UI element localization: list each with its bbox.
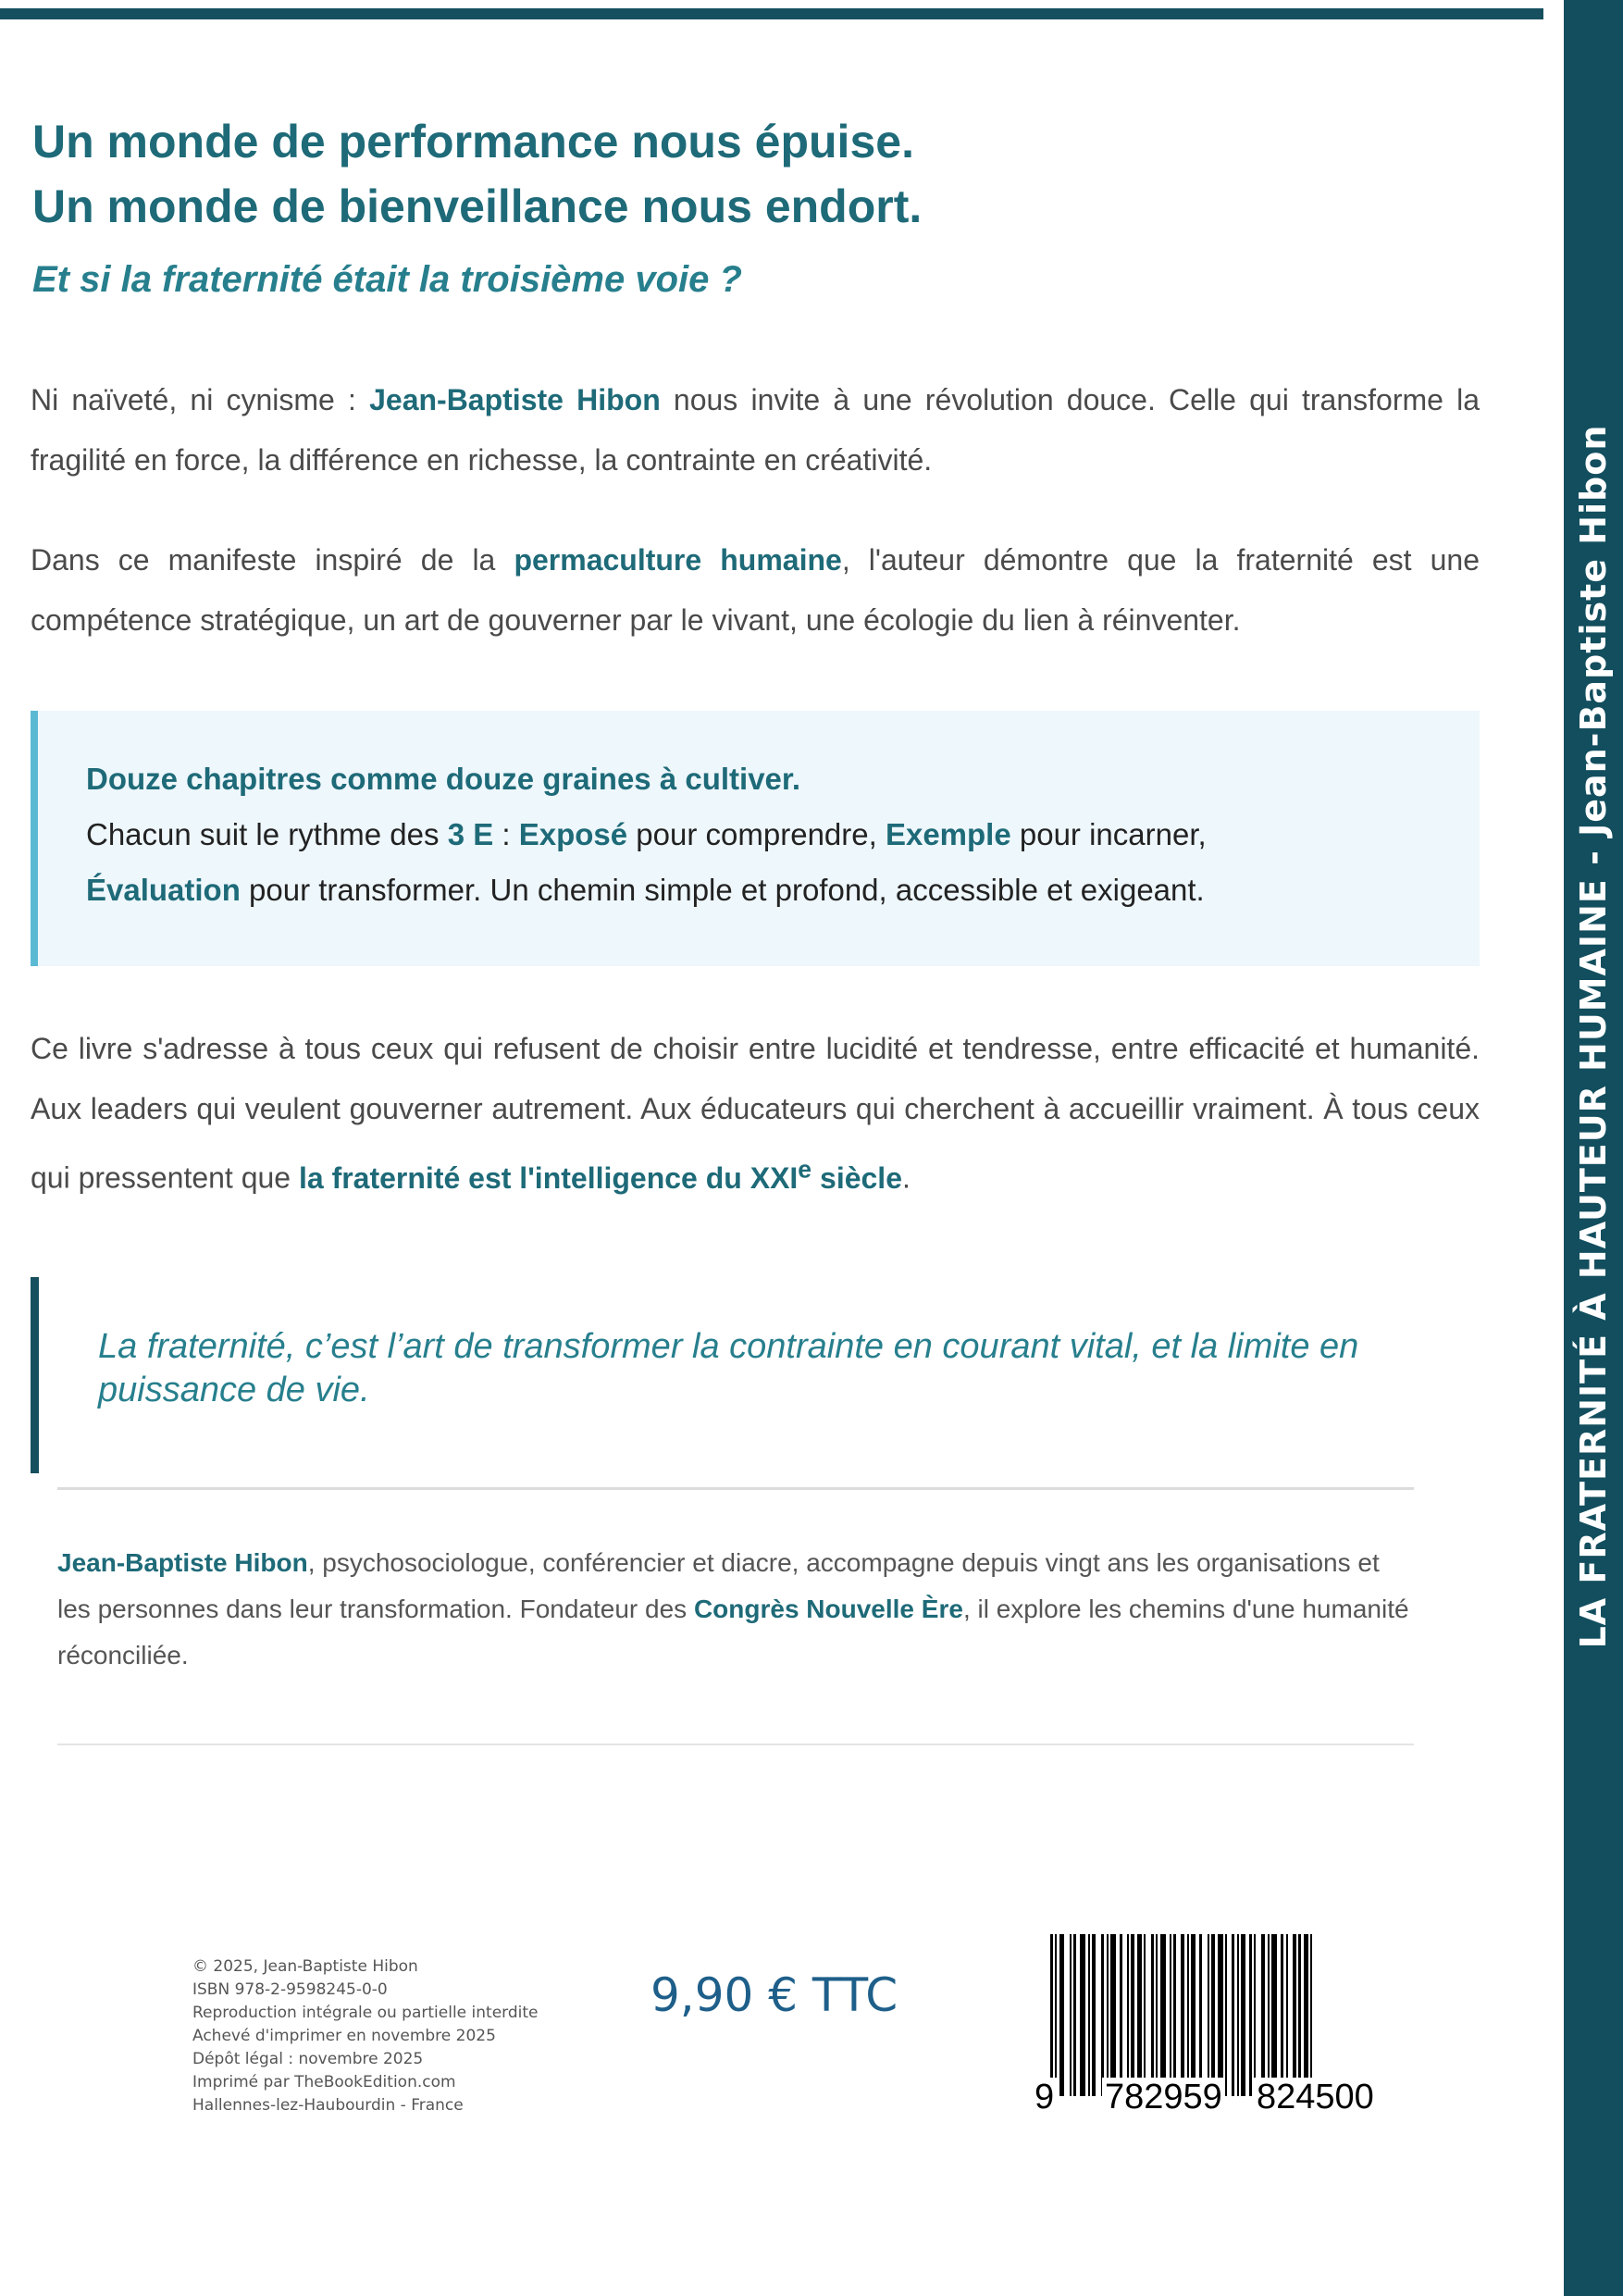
highlight-term: Congrès Nouvelle Ère: [693, 1595, 963, 1623]
text: pour incarner,: [1010, 817, 1207, 851]
barcode-bar: [1059, 1934, 1064, 2096]
pull-quote: La fraternité, c’est l’art de transformer la contrainte en courant vital, et la limite en puissance de vie.: [31, 1277, 1480, 1473]
barcode-bar: [1131, 1934, 1134, 2096]
barcode-bar: [1127, 1934, 1129, 2096]
back-cover-subtitle: Et si la fraternité était la troisième voie ?: [32, 259, 742, 300]
text: , psychosociologue, conférencier et diacre, accompagne depuis vingt ans les organisations et les personnes dans leur transformation. Fondateur des: [57, 1548, 1380, 1623]
barcode-bar: [1120, 1934, 1122, 2096]
superscript: e: [798, 1155, 812, 1183]
divider: [57, 1487, 1414, 1490]
barcode-bar: [1225, 1934, 1227, 2096]
barcode-bar: [1173, 1934, 1176, 2096]
highlight-term: Exposé: [518, 817, 628, 851]
barcode-bar: [1191, 1934, 1196, 2096]
highlight-term: Exemple: [885, 817, 1011, 851]
barcode-bar: [1070, 1934, 1072, 2096]
barcode-bar: [1170, 1934, 1171, 2096]
isbn-barcode: [1032, 1934, 1411, 2116]
barcode-bar: [1208, 1934, 1209, 2096]
intro-paragraph: [31, 370, 1480, 490]
barcode-prefix: 9: [1032, 2078, 1057, 2117]
text: , il explore les chemins d'une humanité réconciliée.: [57, 1595, 1409, 1669]
barcode-bar: [1088, 1934, 1090, 2096]
author-name: Jean-Baptiste Hibon: [369, 383, 661, 416]
barcode-bar: [1298, 1934, 1301, 2096]
barcode-bar: [1073, 1934, 1076, 2096]
barcode-bar: [1211, 1934, 1215, 2096]
barcode-bar: [1101, 1934, 1104, 2096]
text: , l'auteur démontre que la fraternité est une compétence stratégique, un art de gouverner par le vivant, une écologie du lien à réinventer.: [31, 543, 1481, 637]
text: Dans ce manifeste inspiré de la: [31, 543, 514, 577]
imprint-block: [192, 1955, 539, 2117]
imprint-line: Achevé d'imprimer en novembre 2025: [192, 2027, 496, 2045]
barcode-group-2: 824500: [1254, 2078, 1377, 2117]
author-name: Jean-Baptiste Hibon: [57, 1548, 308, 1577]
barcode-bar: [1268, 1934, 1270, 2096]
imprint-line: Imprimé par TheBookEdition.com: [192, 2073, 456, 2091]
text: Ce livre s'adresse à tous ceux qui refusent de choisir entre lucidité et tendresse, entre efficacité et humanité. Aux leaders qui veulent gouverner autrement. Aux éducateurs qui cherchent à accueillir vraiment. À tous ceux qui pressentent que: [31, 1032, 1480, 1195]
barcode-bar: [1080, 1934, 1085, 2096]
barcode-bar: [1107, 1934, 1109, 2096]
barcode-bar: [1261, 1934, 1265, 2096]
barcode-bar: [1281, 1934, 1283, 2096]
text: nous invite à une révolution douce. Celle qui transforme la fragilité en force, la différence en richesse, la contrainte en créativité.: [31, 383, 1481, 477]
title-line-2: Un monde de bienveillance nous endort.: [32, 180, 923, 232]
callout-heading: Douze chapitres comme douze graines à cultiver.: [86, 762, 801, 796]
spine-title: LA FRATERNITÉ À HAUTEUR HUMAINE - Jean-Baptiste Hibon: [1573, 424, 1614, 1649]
top-rule: [0, 8, 1543, 19]
barcode-group-1: 782959: [1102, 2078, 1225, 2117]
barcode-bar: [1249, 1934, 1252, 2096]
divider: [57, 1744, 1414, 1745]
barcode-bar: [1218, 1934, 1223, 2096]
barcode-bar: [1254, 1934, 1256, 2096]
barcode-bar: [1156, 1934, 1158, 2096]
text: pour transformer. Un chemin simple et profond, accessible et exigeant.: [240, 873, 1205, 907]
text: pour comprendre,: [627, 817, 886, 851]
text: la fraternité est l'intelligence du XXI: [298, 1160, 799, 1195]
barcode-bar: [1092, 1934, 1096, 2096]
price-label: 9,90 € TTC: [650, 1968, 898, 2022]
imprint-line: Dépôt légal : novembre 2025: [192, 2050, 424, 2068]
text: :: [493, 817, 519, 851]
imprint-line: ISBN 978-2-9598245-0-0: [192, 1980, 388, 1999]
highlight-term: Évaluation: [86, 873, 241, 907]
barcode-bar: [1137, 1934, 1142, 2096]
barcode-bar: [1199, 1934, 1202, 2096]
imprint-line: Reproduction intégrale ou partielle interdite: [192, 2004, 539, 2022]
barcode-bar: [1232, 1934, 1234, 2096]
barcode-bar: [1271, 1934, 1277, 2096]
barcode-bar: [1286, 1934, 1288, 2096]
audience-paragraph: [31, 1019, 1480, 1209]
barcode-bar: [1241, 1934, 1245, 2096]
barcode-bar: [1144, 1934, 1146, 2096]
author-bio: [57, 1540, 1414, 1679]
highlight-term: permaculture humaine: [514, 543, 842, 577]
highlight-term: [298, 1155, 902, 1195]
barcode-bar: [1293, 1934, 1296, 2096]
imprint-line: © 2025, Jean-Baptiste Hibon: [192, 1957, 418, 1976]
barcode-bar: [1160, 1934, 1166, 2096]
highlight-term: 3 E: [447, 817, 494, 851]
imprint-line: Hallennes-lez-Haubourdin - France: [192, 2096, 464, 2115]
text: Ni naïveté, ni cynisme :: [31, 383, 370, 416]
barcode-bar: [1237, 1934, 1239, 2096]
text: siècle: [812, 1160, 902, 1195]
title-line-1: Un monde de performance nous épuise.: [32, 116, 914, 168]
back-cover-title: [32, 109, 922, 239]
text: .: [901, 1160, 911, 1195]
chapters-callout: [31, 711, 1480, 966]
barcode-bar: [1151, 1934, 1154, 2096]
text: Chacun suit le rythme des: [86, 817, 448, 851]
manifesto-paragraph: [31, 530, 1480, 651]
barcode-bar: [1110, 1934, 1116, 2096]
